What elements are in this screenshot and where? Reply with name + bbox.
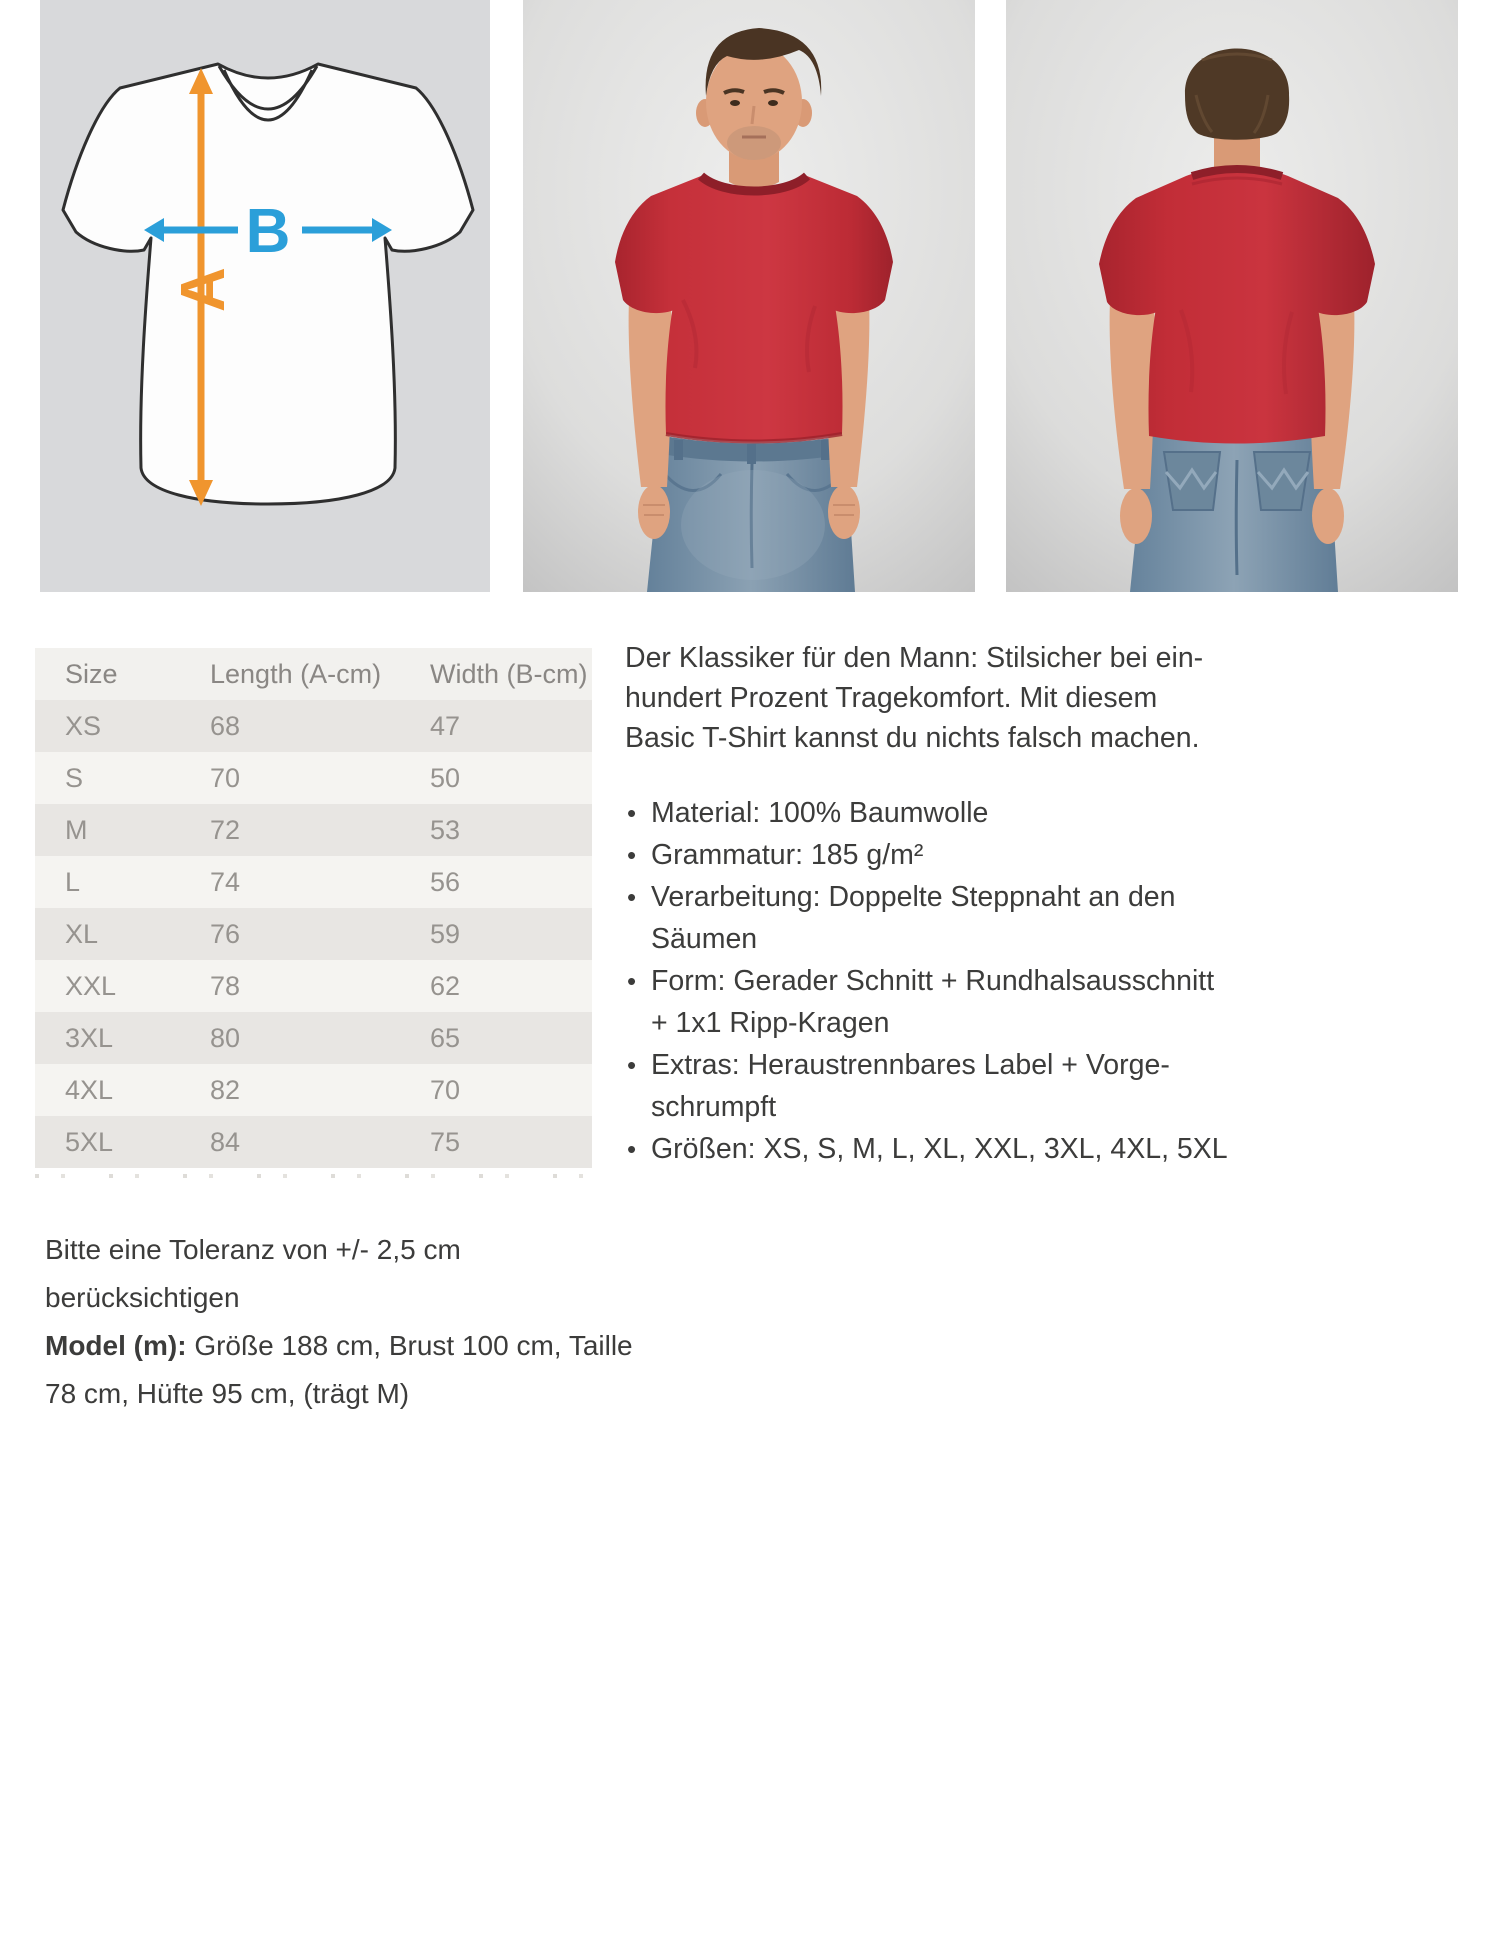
label-a: A xyxy=(169,267,238,312)
size-table-cell: 76 xyxy=(180,908,400,960)
feature-item-line: Material: 100% Baumwolle xyxy=(651,797,989,829)
size-table-cell: 47 xyxy=(400,700,592,752)
size-table-cell: 53 xyxy=(400,804,592,856)
intro-line: Basic T-Shirt kannst du nichts falsch machen. xyxy=(625,722,1200,754)
size-table-cell: 4XL xyxy=(35,1064,180,1116)
eye-left xyxy=(730,100,740,106)
size-table-cell: 62 xyxy=(400,960,592,1012)
size-table-cell: 70 xyxy=(180,752,400,804)
size-table-row xyxy=(35,908,592,960)
feature-item xyxy=(651,876,1440,960)
size-table-cell: 5XL xyxy=(35,1116,180,1168)
size-table-row xyxy=(35,804,592,856)
feature-item-line: Verarbeitung: Doppelte Steppnaht an den xyxy=(651,881,1176,913)
size-table-row xyxy=(35,1064,592,1116)
size-table-cell: XXL xyxy=(35,960,180,1012)
size-table-cell: 74 xyxy=(180,856,400,908)
intro-line: Der Klassiker für den Mann: Stilsicher bei ein- xyxy=(625,642,1204,674)
model-note-label: Model (m): xyxy=(45,1330,187,1361)
size-table-cell: 72 xyxy=(180,804,400,856)
feature-item-line: Form: Gerader Schnitt + Rundhalsausschnitt xyxy=(651,965,1215,997)
size-table-cell: 59 xyxy=(400,908,592,960)
size-table-cell: 70 xyxy=(400,1064,592,1116)
size-table-header-cell: Length (A-cm) xyxy=(180,648,400,700)
size-diagram xyxy=(40,0,490,592)
size-table-cell: XL xyxy=(35,908,180,960)
size-table-row xyxy=(35,1116,592,1168)
model-note: Model (m): Größe 188 cm, Brust 100 cm, Taille 78 cm, Hüfte 95 cm, (trägt M) xyxy=(45,1330,633,1409)
feature-list xyxy=(625,792,1440,1170)
size-notes xyxy=(45,1226,645,1418)
size-table-cell: 3XL xyxy=(35,1012,180,1064)
feature-item xyxy=(651,960,1440,1044)
size-table-cell: 75 xyxy=(400,1116,592,1168)
nose xyxy=(752,106,754,124)
size-table-row xyxy=(35,856,592,908)
size-table-header-row xyxy=(35,648,592,700)
size-table xyxy=(35,648,592,1168)
model-back-illustration xyxy=(1006,0,1458,592)
feature-item-line: Extras: Heraustrennbares Label + Vorge- xyxy=(651,1049,1170,1081)
size-table-body xyxy=(35,700,592,1168)
feature-item xyxy=(651,1044,1440,1128)
size-table-header-cell: Size xyxy=(35,648,180,700)
feature-item xyxy=(651,834,1440,876)
size-table-cell: M xyxy=(35,804,180,856)
size-table-cell: 68 xyxy=(180,700,400,752)
tolerance-note: Bitte eine Toleranz von +/- 2,5 cm berücksichtigen xyxy=(45,1234,461,1313)
description-intro xyxy=(625,638,1440,758)
jeans-front xyxy=(647,436,855,592)
feature-item-line: Grammatur: 185 g/m² xyxy=(651,839,924,871)
feature-item xyxy=(651,1128,1440,1170)
size-table-cell: 56 xyxy=(400,856,592,908)
hair-back xyxy=(1185,49,1289,140)
size-table-cell: 82 xyxy=(180,1064,400,1116)
feature-item xyxy=(651,792,1440,834)
size-table-row xyxy=(35,960,592,1012)
feature-item-line: schrumpft xyxy=(651,1091,777,1123)
size-table-row xyxy=(35,752,592,804)
size-table-header-cell: Width (B-cm) xyxy=(400,648,592,700)
size-table-cell: XS xyxy=(35,700,180,752)
size-table-cell: 65 xyxy=(400,1012,592,1064)
clipped-table-row-artifact xyxy=(35,1174,592,1178)
model-back-photo xyxy=(1006,0,1458,592)
intro-line: hundert Prozent Tragekomfort. Mit diesem xyxy=(625,682,1158,714)
size-table-cell: L xyxy=(35,856,180,908)
size-table-cell: S xyxy=(35,752,180,804)
size-table-row xyxy=(35,700,592,752)
feature-item-line: Größen: XS, S, M, L, XL, XXL, 3XL, 4XL, 5XL xyxy=(651,1133,1228,1165)
size-table-cell: 84 xyxy=(180,1116,400,1168)
size-table-cell: 80 xyxy=(180,1012,400,1064)
size-table-row xyxy=(35,1012,592,1064)
model-front-photo xyxy=(523,0,975,592)
size-table-cell: 78 xyxy=(180,960,400,1012)
size-diagram-image xyxy=(40,0,490,592)
feature-item-line: Säumen xyxy=(651,923,758,955)
size-table-cell: 50 xyxy=(400,752,592,804)
model-front-illustration xyxy=(523,0,975,592)
eye-right xyxy=(768,100,778,106)
label-b: B xyxy=(245,197,291,266)
beard xyxy=(727,126,781,160)
feature-item-line: + 1x1 Ripp-Kragen xyxy=(651,1007,890,1039)
jeans-back xyxy=(1130,434,1338,592)
product-description xyxy=(625,638,1440,1170)
